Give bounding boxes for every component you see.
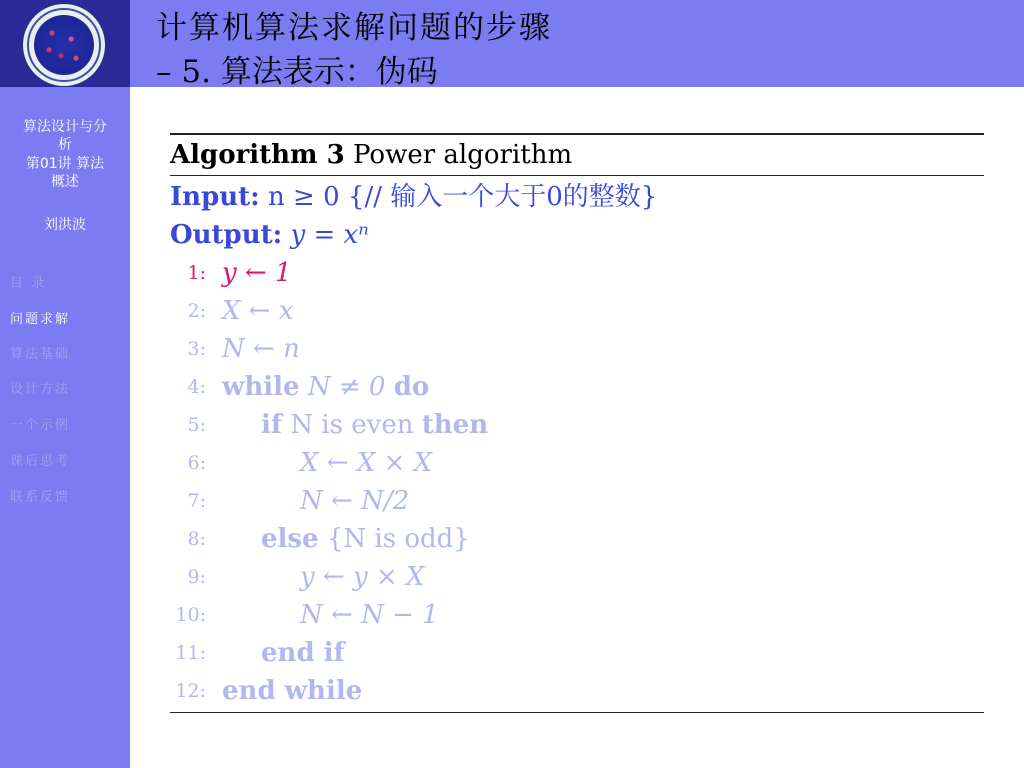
code-line-7 xyxy=(170,482,984,520)
nav-item-design-methods[interactable]: 设计方法 xyxy=(10,382,71,397)
line-code: {N is odd} xyxy=(326,524,470,554)
line-code: X ← x xyxy=(222,296,294,326)
line-code: N ← N/2 xyxy=(300,486,410,516)
line-code: y ← 1 xyxy=(222,258,292,288)
course-title-line1: 算法设计与分 xyxy=(23,119,107,135)
keyword-then: then xyxy=(421,410,489,440)
line-number: 11: xyxy=(175,642,206,664)
line-code: X ← X × X xyxy=(300,448,433,478)
author-name: 刘洪波 xyxy=(44,217,86,233)
bottom-rule xyxy=(170,712,984,713)
output-label: Output: xyxy=(170,220,283,250)
code-line-6 xyxy=(170,444,984,482)
code-line-2 xyxy=(170,292,984,330)
nav-item-feedback[interactable]: 联系反馈 xyxy=(10,490,71,505)
line-code: N ← N − 1 xyxy=(300,600,439,630)
output-expression: y = xⁿ xyxy=(290,220,369,250)
code-line-3 xyxy=(170,330,984,368)
lecture-title-line2: 概述 xyxy=(51,174,79,190)
algorithm-output xyxy=(170,216,984,254)
slide-title: 计算机算法求解问题的步骤 xyxy=(156,10,552,46)
algorithm-input xyxy=(170,178,984,216)
line-number: 5: xyxy=(187,414,206,436)
code-line-4 xyxy=(170,368,984,406)
keyword-end-if: end if xyxy=(261,638,345,668)
line-number: 2: xyxy=(187,300,206,322)
nav-item-problem-solving[interactable]: 问题求解 xyxy=(10,312,71,327)
keyword-while: while xyxy=(222,372,300,402)
algorithm-block xyxy=(170,133,984,713)
line-number: 1: xyxy=(187,262,206,284)
code-line-11 xyxy=(170,634,984,672)
nav-item-homework[interactable]: 课后思考 xyxy=(10,454,71,469)
slide-header xyxy=(130,0,1024,90)
algorithm-number: Algorithm 3 xyxy=(170,140,345,170)
line-number: 7: xyxy=(187,490,206,512)
line-number: 8: xyxy=(187,528,206,550)
line-number: 6: xyxy=(187,452,206,474)
lecture-title-line1: 第01讲 算法 xyxy=(25,156,105,172)
caption-rule xyxy=(170,175,984,176)
keyword-if: if xyxy=(261,410,283,440)
logo-area xyxy=(0,0,130,87)
university-seal-logo xyxy=(23,4,105,86)
algorithm-name: Power algorithm xyxy=(352,140,573,170)
nav-item-algorithm-basics[interactable]: 算法基础 xyxy=(10,347,71,362)
line-number: 12: xyxy=(175,680,206,702)
nav-item-contents[interactable]: 目 录 xyxy=(10,276,47,291)
line-code: N ← n xyxy=(222,334,300,364)
code-line-5 xyxy=(170,406,984,444)
line-number: 4: xyxy=(187,376,206,398)
line-number: 9: xyxy=(187,566,206,588)
code-line-8 xyxy=(170,520,984,558)
line-code: N is even xyxy=(290,410,414,440)
keyword-else: else xyxy=(261,524,319,554)
course-title-line2: 析 xyxy=(58,137,72,153)
keyword-do: do xyxy=(393,372,430,402)
code-line-1 xyxy=(170,254,984,292)
code-line-9 xyxy=(170,558,984,596)
line-number: 3: xyxy=(187,338,206,360)
sidebar xyxy=(0,0,130,768)
line-code: y ← y × X xyxy=(300,562,425,592)
nav-item-example[interactable]: 一个示例 xyxy=(10,418,71,433)
line-number: 10: xyxy=(175,604,206,626)
line-code: N ≠ 0 xyxy=(307,372,386,402)
code-line-12 xyxy=(170,672,984,710)
seal-core xyxy=(34,15,94,75)
input-expression: n ≥ 0 {// 输入一个大于0的整数} xyxy=(268,182,658,212)
code-line-10 xyxy=(170,596,984,634)
keyword-end-while: end while xyxy=(222,676,363,706)
slide-subtitle: – 5. 算法表示：伪码 xyxy=(156,54,438,90)
algorithm-caption xyxy=(170,135,984,175)
input-label: Input: xyxy=(170,182,260,212)
